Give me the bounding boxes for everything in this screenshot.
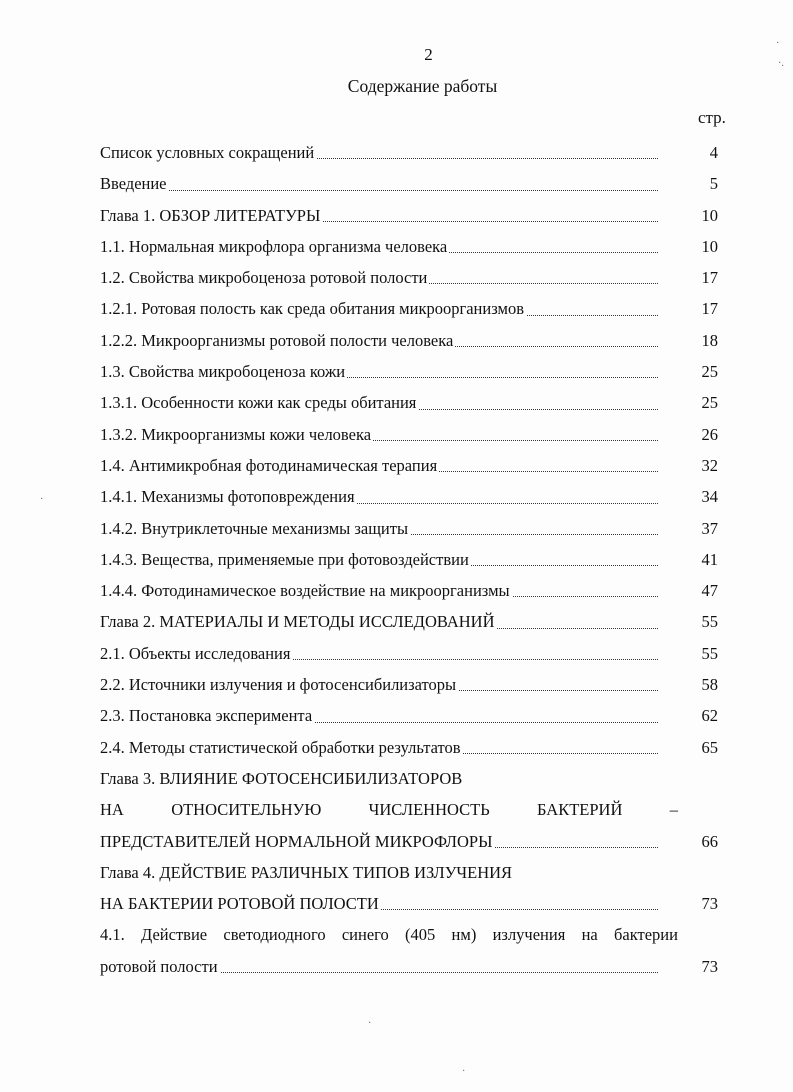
toc-entry-page: 32	[701, 455, 718, 475]
toc-chapter3-line2	[100, 794, 730, 825]
toc-word: 4.1.	[100, 925, 125, 945]
toc-entry-title: Глава 2. МАТЕРИАЛЫ И МЕТОДЫ ИССЛЕДОВАНИЙ	[100, 612, 495, 632]
toc-entry-page: 62	[701, 706, 718, 726]
toc-word: излучения	[492, 925, 566, 945]
toc-entry-page: 34	[701, 487, 718, 507]
toc-entry	[100, 544, 730, 575]
scan-speck: ·	[368, 1018, 372, 1029]
toc-entry	[100, 387, 730, 418]
toc-entry-title: 1.3.1. Особенности кожи как среды обитания	[100, 393, 417, 413]
toc-entry-page: 58	[701, 675, 718, 695]
toc-word: БАКТЕРИЙ	[537, 800, 623, 820]
toc-entry-title: НА БАКТЕРИИ РОТОВОЙ ПОЛОСТИ	[100, 894, 379, 914]
toc-entry	[100, 450, 730, 481]
toc-entry-page: 26	[701, 424, 718, 444]
toc-entry-title: ротовой полости	[100, 956, 218, 976]
toc-entry-title: 1.4.4. Фотодинамическое воздействие на микроорганизмы	[100, 581, 510, 601]
toc-entry	[100, 168, 730, 199]
scan-speck: ·	[462, 1066, 466, 1077]
scan-speck: ·.	[778, 58, 784, 69]
toc-entry-page: 17	[701, 268, 718, 288]
toc-entry-title: 1.1. Нормальная микрофлора организма человека	[100, 236, 448, 256]
toc-entry	[100, 231, 730, 262]
toc-entry-page: 10	[701, 236, 718, 256]
toc-entry-page: 55	[701, 612, 718, 632]
toc-entry-page: 17	[701, 299, 718, 319]
toc-entry-page: 73	[701, 956, 718, 976]
toc-entry-title: Введение	[100, 174, 167, 194]
toc-entry	[100, 356, 730, 387]
toc-word: бактерии	[613, 925, 678, 945]
toc-entry	[100, 638, 730, 669]
toc-word: ЧИСЛЕННОСТЬ	[368, 800, 490, 820]
toc-entry-title: 2.3. Постановка эксперимента	[100, 706, 313, 726]
toc-entry-title: Список условных сокращений	[100, 143, 315, 162]
toc-entry-page: 10	[701, 205, 718, 225]
toc-entry-title: 2.2. Источники излучения и фотосенсибилизаторы	[100, 675, 457, 695]
toc-word: Действие	[141, 925, 208, 945]
scan-speck: ·	[40, 494, 44, 505]
toc-word: синего	[341, 925, 389, 945]
toc-word: светодиодного	[223, 925, 326, 945]
page-number: 2	[424, 45, 433, 64]
toc-entry-page: 65	[701, 737, 718, 757]
toc-entry	[100, 419, 730, 450]
toc-section41-line1	[100, 919, 730, 950]
toc-chapter3-line1	[100, 763, 730, 794]
toc-entry-page: 18	[701, 330, 718, 350]
toc-entry-title: 1.2.2. Микроорганизмы ротовой полости человека	[100, 330, 454, 350]
toc-entry-page: 25	[701, 362, 718, 382]
toc-entry	[100, 293, 730, 324]
toc-entry-title: Глава 3. ВЛИЯНИЕ ФОТОСЕНСИБИЛИЗАТОРОВ	[100, 768, 463, 788]
pages-column-header: стр.	[698, 108, 726, 127]
toc-word: –	[669, 800, 678, 820]
toc-entry-page: 25	[701, 393, 718, 413]
toc-chapter4-line1	[100, 857, 730, 888]
toc-entry-page: 47	[701, 581, 718, 601]
toc-entry-title: 1.4.3. Вещества, применяемые при фотовоздействии	[100, 549, 469, 569]
toc-entry-page: 37	[701, 518, 718, 538]
toc-entry	[100, 732, 730, 763]
toc-entry-title: 2.1. Объекты исследования	[100, 643, 291, 663]
toc-entry-title: Глава 4. ДЕЙСТВИЕ РАЗЛИЧНЫХ ТИПОВ ИЗЛУЧЕНИЯ	[100, 862, 513, 882]
toc-word: нм)	[451, 925, 477, 945]
toc-chapter4-line2	[100, 888, 730, 919]
toc-entry	[100, 575, 730, 606]
toc-entry	[100, 700, 730, 731]
toc-entry-page: 4	[709, 143, 718, 162]
toc-entry-title: 1.3. Свойства микробоценоза кожи	[100, 362, 346, 382]
toc-entry-page: 55	[701, 643, 718, 663]
toc-entry-title: 1.2. Свойства микробоценоза ротовой полости	[100, 268, 428, 288]
toc-entry	[100, 481, 730, 512]
toc-entry	[100, 137, 730, 168]
toc-entry-title: Глава 1. ОБЗОР ЛИТЕРАТУРЫ	[100, 205, 321, 225]
toc-entry-page: 73	[701, 894, 718, 914]
toc-word: ОТНОСИТЕЛЬНУЮ	[171, 800, 322, 820]
toc-entry-title: 1.2.1. Ротовая полость как среда обитания микроорганизмов	[100, 299, 524, 319]
toc-entry-page: 5	[709, 174, 718, 194]
toc-entry	[100, 262, 730, 293]
toc-chapter3-line3	[100, 826, 730, 857]
toc-word: НА	[100, 800, 124, 820]
toc-entry-page: 66	[701, 831, 718, 851]
toc-entry-title: ПРЕДСТАВИТЕЛЕЙ НОРМАЛЬНОЙ МИКРОФЛОРЫ	[100, 831, 493, 851]
toc-word: на	[581, 925, 598, 945]
toc-entry	[100, 325, 730, 356]
toc-entry-page: 41	[701, 549, 718, 569]
toc-entry	[100, 606, 730, 637]
scan-speck: ·	[776, 38, 780, 49]
toc-entry-title: 1.4.1. Механизмы фотоповреждения	[100, 487, 355, 507]
toc-entry	[100, 669, 730, 700]
toc-entry-title: 1.3.2. Микроорганизмы кожи человека	[100, 424, 372, 444]
toc-section41-line2	[100, 951, 730, 982]
table-of-contents	[100, 137, 730, 982]
toc-entry	[100, 200, 730, 231]
toc-entry-title: 2.4. Методы статистической обработки результатов	[100, 737, 461, 757]
toc-entry	[100, 513, 730, 544]
toc-word: (405	[405, 925, 436, 945]
page-title: Содержание работы	[347, 76, 498, 96]
toc-entry-title: 1.4.2. Внутриклеточные механизмы защиты	[100, 518, 409, 538]
toc-entry-title: 1.4. Антимикробная фотодинамическая терапия	[100, 455, 438, 475]
